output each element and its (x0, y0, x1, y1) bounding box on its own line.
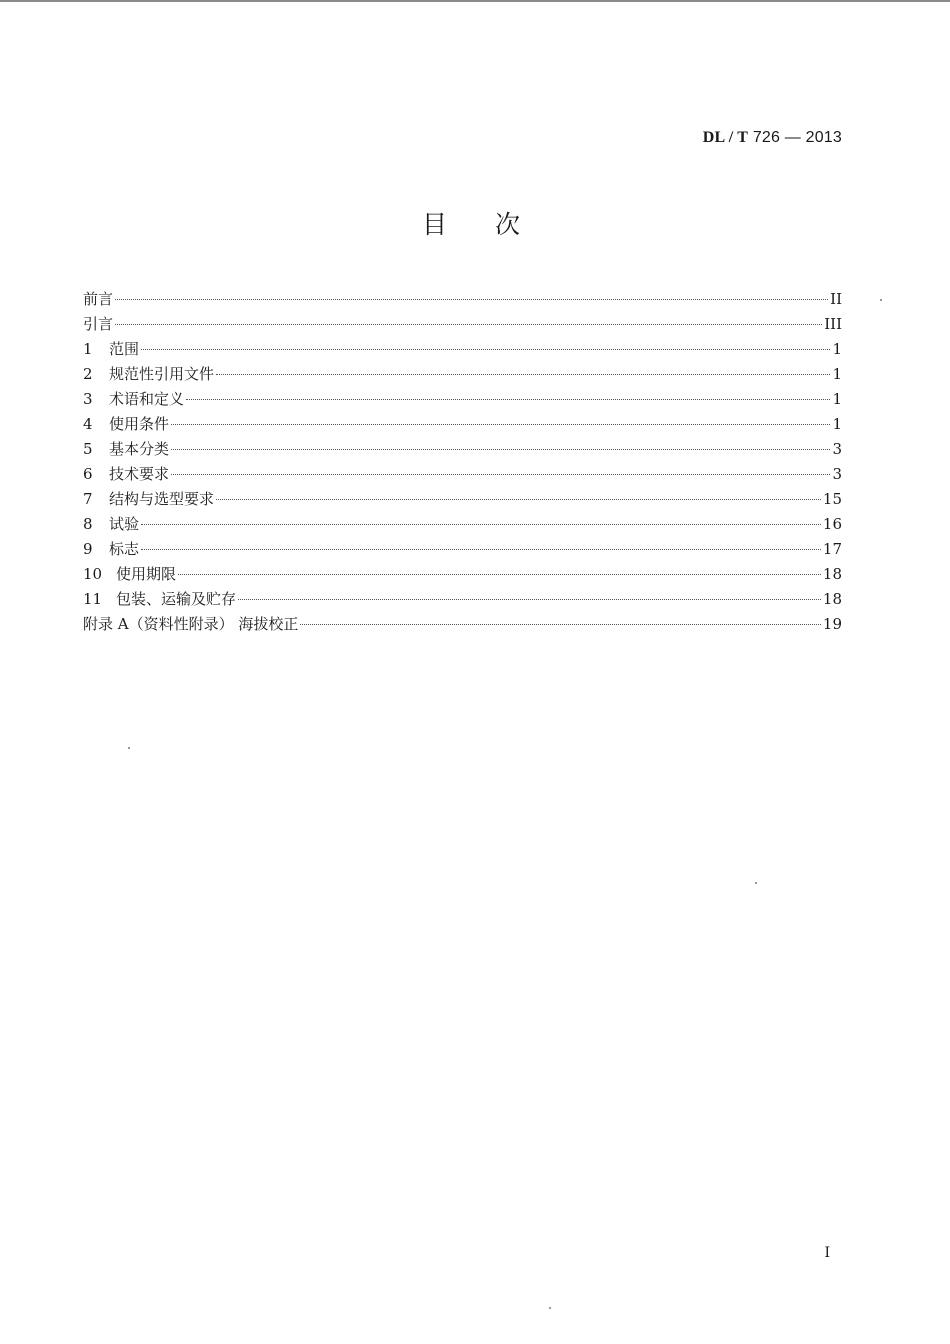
toc-dot-leader (171, 474, 830, 475)
toc-entry-number: 8 (83, 515, 93, 533)
toc-dot-leader (141, 549, 821, 550)
toc-entry-number: 2 (83, 365, 93, 383)
page-number: I (824, 1245, 830, 1261)
page-title: 目次 (421, 210, 568, 239)
scan-speck (549, 1307, 551, 1309)
toc-entry[interactable] (83, 412, 842, 437)
scan-speck (128, 747, 130, 749)
toc-dot-leader (216, 374, 830, 375)
toc-dot-leader (238, 599, 821, 600)
toc-entry[interactable] (83, 562, 842, 587)
toc-dot-leader (171, 449, 830, 450)
toc-entry-title: 包装、运输及贮存 (116, 590, 237, 608)
toc-entry[interactable] (83, 512, 842, 537)
toc-entry[interactable] (83, 337, 842, 362)
toc-entry-title: 附录 A（资料性附录） 海拔校正 (83, 615, 299, 633)
toc-entry-title: 结构与选型要求 (109, 490, 215, 508)
toc-entry-page: 3 (832, 465, 842, 483)
toc-entry[interactable] (83, 387, 842, 412)
toc-entry[interactable] (83, 362, 842, 387)
toc-entry-page: 19 (822, 615, 842, 633)
toc-entry-number: 10 (83, 565, 103, 583)
toc-entry-title: 规范性引用文件 (109, 365, 215, 383)
table-of-contents (83, 287, 842, 637)
toc-entry-title: 术语和定义 (109, 390, 185, 408)
toc-entry-number: 9 (83, 540, 93, 558)
toc-entry-title: 使用条件 (109, 415, 170, 433)
toc-dot-leader (186, 399, 830, 400)
toc-entry-title: 试验 (109, 515, 140, 533)
toc-entry-page: 1 (832, 415, 842, 433)
toc-entry-page: 15 (822, 490, 842, 508)
scan-speck (880, 299, 882, 301)
toc-entry-title: 引言 (83, 315, 114, 333)
toc-entry[interactable] (83, 612, 842, 637)
toc-dot-leader (141, 524, 821, 525)
standard-code (703, 129, 842, 147)
scan-speck (755, 882, 757, 884)
toc-entry-page: 1 (832, 365, 842, 383)
toc-entry[interactable] (83, 312, 842, 337)
toc-entry[interactable] (83, 537, 842, 562)
toc-entry-title: 前言 (83, 290, 114, 308)
toc-entry-page: 1 (832, 340, 842, 358)
toc-entry-page: III (824, 315, 842, 333)
toc-entry-number: 11 (83, 590, 103, 608)
toc-dot-leader (141, 349, 830, 350)
toc-entry-number: 1 (83, 340, 93, 358)
toc-dot-leader (178, 574, 821, 575)
toc-entry-number: 3 (83, 390, 93, 408)
toc-entry[interactable] (83, 437, 842, 462)
toc-entry-page: 18 (822, 590, 842, 608)
toc-entry-page: 3 (832, 440, 842, 458)
toc-entry-page: 18 (822, 565, 842, 583)
toc-entry-title: 技术要求 (109, 465, 170, 483)
toc-entry-number: 7 (83, 490, 93, 508)
toc-dot-leader (300, 624, 821, 625)
toc-entry-title: 基本分类 (109, 440, 170, 458)
toc-entry[interactable] (83, 487, 842, 512)
toc-entry-number: 4 (83, 415, 93, 433)
standard-code-number: 726 — 2013 (748, 129, 842, 146)
toc-entry-number: 5 (83, 440, 93, 458)
toc-entry-title: 使用期限 (116, 565, 177, 583)
toc-entry[interactable] (83, 587, 842, 612)
toc-dot-leader (115, 324, 822, 325)
standard-code-prefix: DL / T (702, 129, 749, 146)
toc-entry-page: 16 (822, 515, 842, 533)
toc-dot-leader (171, 424, 830, 425)
toc-entry-page: II (830, 290, 842, 308)
toc-dot-leader (115, 299, 828, 300)
top-border-line (0, 0, 950, 2)
toc-dot-leader (216, 499, 821, 500)
toc-entry-title: 标志 (109, 540, 140, 558)
toc-entry-number: 6 (83, 465, 93, 483)
toc-entry-title: 范围 (109, 340, 140, 358)
toc-entry-page: 1 (832, 390, 842, 408)
toc-entry[interactable] (83, 462, 842, 487)
toc-entry-page: 17 (822, 540, 842, 558)
toc-entry[interactable] (83, 287, 842, 312)
